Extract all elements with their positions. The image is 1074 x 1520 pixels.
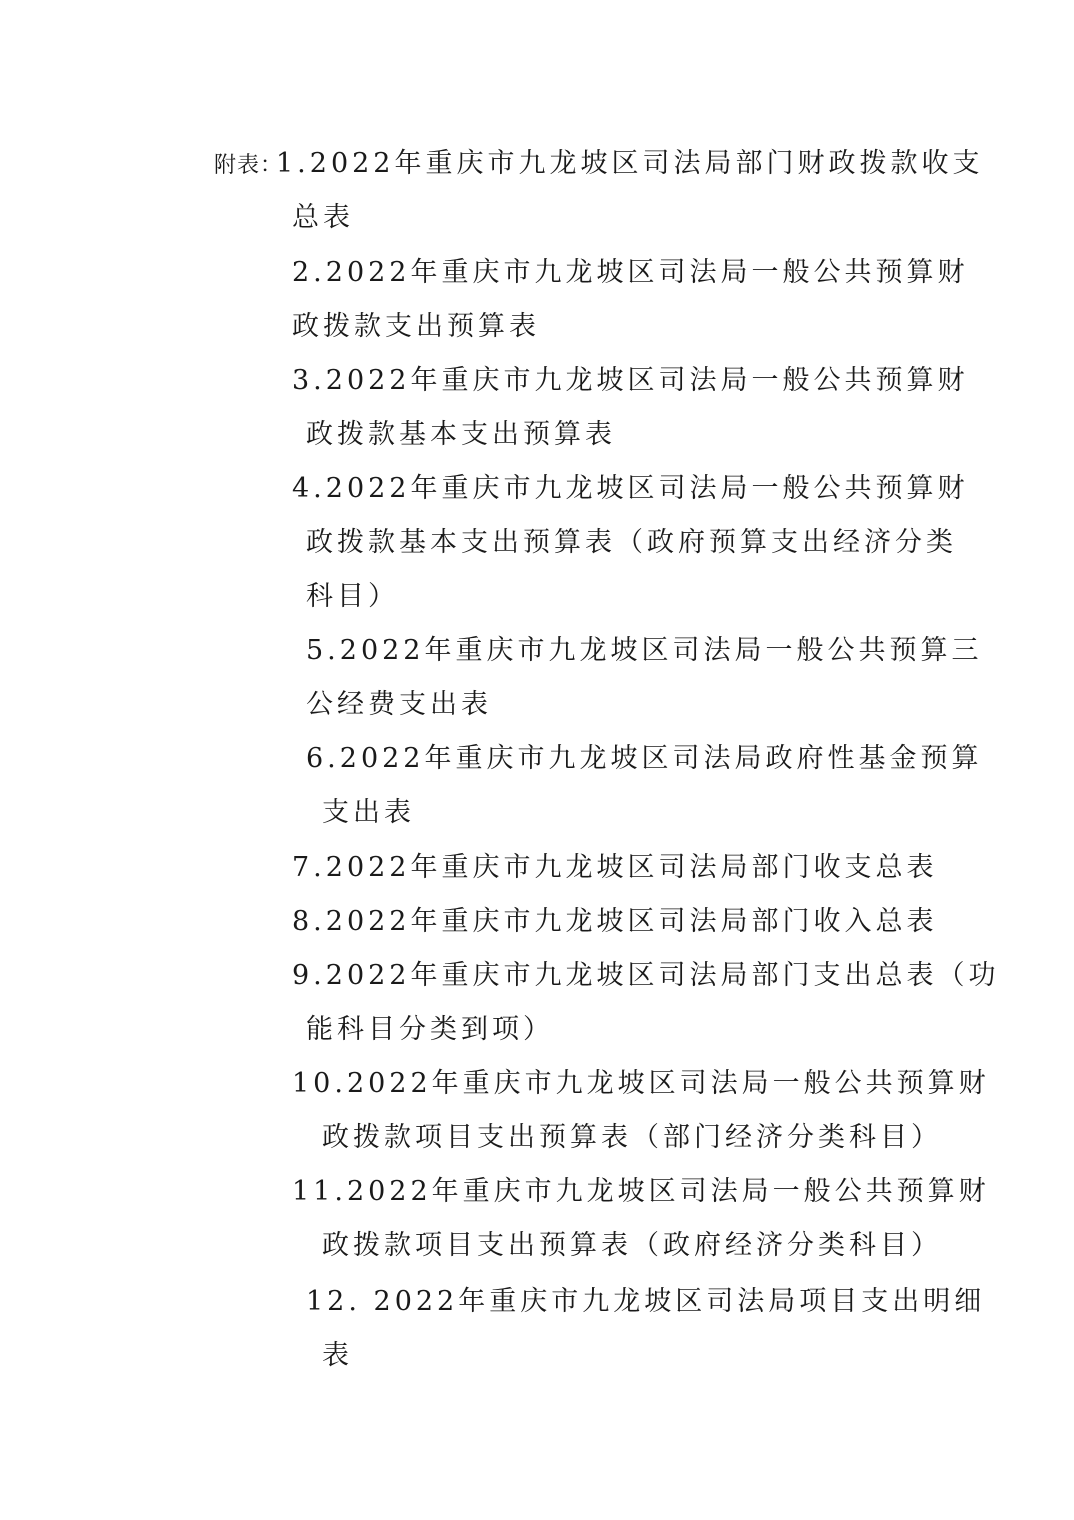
list-item-3-line-1: 3.2022年重庆市九龙坡区司法局一般公共预算财 [292, 365, 969, 396]
list-item-11-line-1: 11.2022年重庆市九龙坡区司法局一般公共预算财 [292, 1176, 990, 1207]
list-item-7-line-1: 7.2022年重庆市九龙坡区司法局部门收支总表 [292, 852, 938, 883]
list-item-5-line-2: 公经费支出表 [306, 689, 492, 720]
list-item-9-line-2: 能科目分类到项） [306, 1014, 554, 1045]
list-item-2-line-2: 政拨款支出预算表 [292, 311, 540, 342]
list-item-5-line-1: 5.2022年重庆市九龙坡区司法局一般公共预算三 [306, 635, 983, 666]
list-item-2-line-1: 2.2022年重庆市九龙坡区司法局一般公共预算财 [292, 257, 969, 288]
list-item-3-line-2: 政拨款基本支出预算表 [306, 419, 616, 450]
list-item-9-line-1: 9.2022年重庆市九龙坡区司法局部门支出总表（功 [292, 960, 1000, 991]
list-item-6-line-1: 6.2022年重庆市九龙坡区司法局政府性基金预算 [306, 743, 983, 774]
list-item-10-line-2: 政拨款项目支出预算表（部门经济分类科目） [322, 1122, 942, 1153]
list-item-11-line-2: 政拨款项目支出预算表（政府经济分类科目） [322, 1230, 942, 1261]
list-item-4-line-3: 科目） [306, 581, 399, 612]
appendix-prefix: 附表： [214, 153, 284, 178]
list-item-4-line-1: 4.2022年重庆市九龙坡区司法局一般公共预算财 [292, 473, 969, 504]
list-item-10-line-1: 10.2022年重庆市九龙坡区司法局一般公共预算财 [292, 1068, 990, 1099]
list-item-8-line-1: 8.2022年重庆市九龙坡区司法局部门收入总表 [292, 906, 938, 937]
list-item-1-line-1: 1.2022年重庆市九龙坡区司法局部门财政拨款收支 [276, 148, 984, 179]
list-item-12-line-1: 12. 2022年重庆市九龙坡区司法局项目支出明细 [306, 1286, 986, 1317]
list-item-6-line-2: 支出表 [322, 797, 415, 828]
list-item-12-line-2: 表 [322, 1340, 353, 1371]
list-item-4-line-2: 政拨款基本支出预算表（政府预算支出经济分类 [306, 527, 957, 558]
list-item-1-line-2: 总表 [292, 202, 354, 233]
